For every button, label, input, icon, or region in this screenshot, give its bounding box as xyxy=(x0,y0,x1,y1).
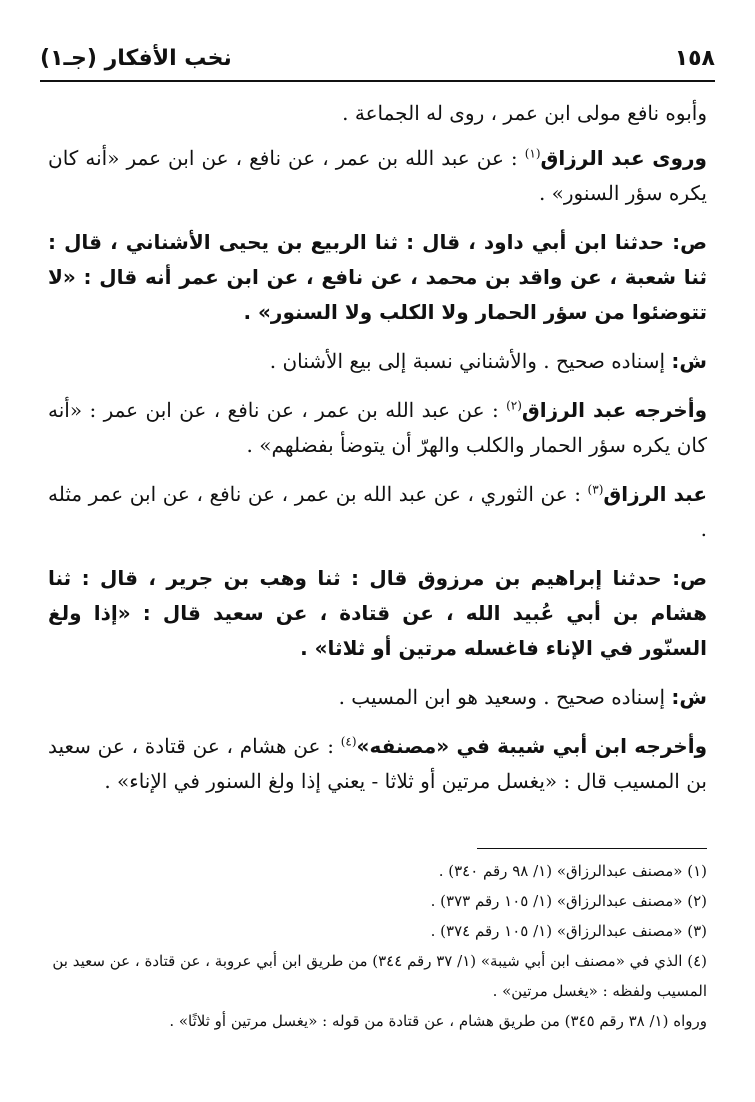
paragraph-text: : عن هشام ، عن قتادة ، عن سعيد بن المسيب قال : «يغسل مرتين أو ثلاثا - يعني إذا ولغ السنور في الإناء» . xyxy=(48,734,707,793)
paragraph xyxy=(48,561,707,666)
page-header xyxy=(40,38,715,78)
paragraph-text: حدثنا ابن أبي داود ، قال : ثنا الربيع بن يحيى الأشناني ، قال : ثنا شعبة ، عن واقد بن محمد ، عن نافع ، عن ابن عمر أنه قال : «لا تتوضئوا من سؤر الحمار ولا الكلب ولا السنور» . xyxy=(48,230,707,324)
footnote: (٢) «مصنف عبدالرزاق» (١/ ١٠٥ رقم ٣٧٣) . xyxy=(430,892,707,910)
main-text xyxy=(48,96,707,813)
footnote-ref: (١) xyxy=(524,146,541,161)
footnote: (٤) الذي في «مصنف ابن أبي شيبة» (١/ ٣٧ رقم ٣٤٤) من طريق ابن أبي عروبة ، عن قتادة ، عن سعيد بن المسيب ولفظه : «يغسل مرتين» . xyxy=(52,952,707,1000)
footnote-divider xyxy=(477,848,707,849)
paragraph xyxy=(48,141,707,211)
paragraph-label: ش: xyxy=(671,685,707,709)
paragraph-text: إسناده صحيح . وسعيد هو ابن المسيب . xyxy=(338,685,672,709)
paragraph-label: وأخرجه ابن أبي شيبة في «مصنفه» xyxy=(356,734,707,758)
paragraph-text: : عن عبد الله بن عمر ، عن نافع ، عن ابن عمر «أنه كان يكره سؤر السنور» . xyxy=(48,146,707,205)
footnote-ref: (٢) xyxy=(506,398,522,413)
footnote: (٣) «مصنف عبدالرزاق» (١/ ١٠٥ رقم ٣٧٤) . xyxy=(430,922,707,940)
paragraph-text: : عن عبد الله بن عمر ، عن نافع ، عن ابن عمر : «أنه كان يكره سؤر الحمار والكلب والهرّ أن يتوضأ بفضلهم» . xyxy=(48,398,707,457)
paragraph-label: وأخرجه عبد الرزاق xyxy=(521,398,708,422)
footnote: ورواه (١/ ٣٨ رقم ٣٤٥) من طريق هشام ، عن قتادة من قوله : «يغسل مرتين أو ثلاثًا» . xyxy=(169,1012,707,1030)
paragraph-label: عبد الرزاق xyxy=(603,482,707,506)
book-title: نخب الأفكار (جـ١) xyxy=(40,45,232,71)
footnotes xyxy=(48,856,707,1036)
paragraph-text: وأبوه نافع مولى ابن عمر ، روى له الجماعة . xyxy=(342,101,707,125)
paragraph-label: وروى عبد الرزاق xyxy=(540,146,707,170)
paragraph xyxy=(48,477,707,547)
footnote: (١) «مصنف عبدالرزاق» (١/ ٩٨ رقم ٣٤٠) . xyxy=(438,862,707,880)
paragraph-label: ش: xyxy=(671,349,707,373)
paragraph xyxy=(48,680,707,715)
paragraph xyxy=(48,729,707,799)
paragraph xyxy=(48,225,707,330)
paragraph-text: إسناده صحيح . والأشناني نسبة إلى بيع الأشنان . xyxy=(269,349,672,373)
paragraph-text: : عن الثوري ، عن عبد الله بن عمر ، عن نافع ، عن ابن عمر مثله . xyxy=(48,482,707,541)
paragraph xyxy=(48,96,707,131)
paragraph-label: ص: xyxy=(672,566,707,590)
footnote-ref: (٣) xyxy=(587,482,604,497)
paragraph-text: حدثنا إبراهيم بن مرزوق قال : ثنا وهب بن جرير ، قال : ثنا هشام بن أبي عُبيد الله ، عن قتادة ، عن سعيد قال : «إذا ولغ السنّور في الإناء فاغسله مرتين أو ثلاثا» . xyxy=(48,566,707,660)
footnote-ref: (٤) xyxy=(340,734,357,749)
page-number: ١٥٨ xyxy=(674,45,715,71)
paragraph xyxy=(48,344,707,379)
header-divider xyxy=(40,80,715,82)
paragraph xyxy=(48,393,707,463)
paragraph-label: ص: xyxy=(672,230,707,254)
